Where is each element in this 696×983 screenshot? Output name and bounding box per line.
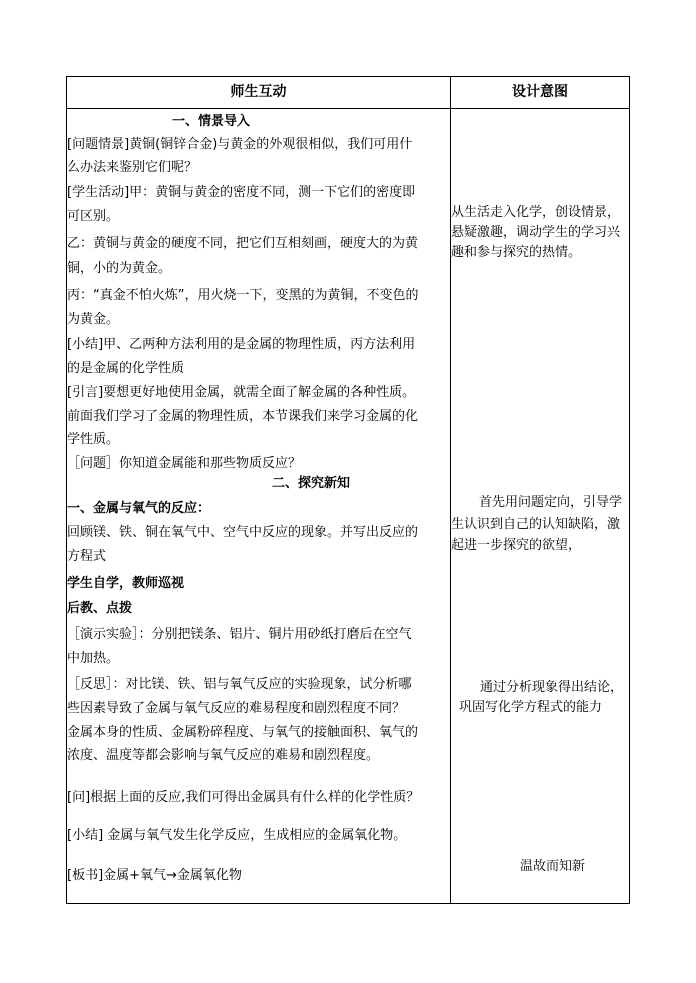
summary-line: [小结] 金属与氧气发生化学反应，生成相应的金属氧化物。 xyxy=(67,828,407,843)
text-line: 学性质。 xyxy=(67,432,120,447)
text-line: 前面我们学习了金属的物理性质，本节课我们来学习金属的化 xyxy=(67,409,419,424)
text-line: ［问题］你知道金属能和那些物质反应？ xyxy=(67,456,302,471)
text-line: [小结]甲、乙两种方法利用的是金属的物理性质，丙方法利用 xyxy=(67,337,416,352)
column-divider xyxy=(450,77,451,903)
intent-line: 首先用问题定向，引导学 xyxy=(479,495,623,510)
header-interaction: 师生互动 xyxy=(230,84,287,100)
text-line: 丙：“真金不怕火炼”，用火烧一下，变黑的为黄铜，不变色的 xyxy=(67,288,419,303)
bold-line: 学生自学，教师巡视 xyxy=(67,576,185,591)
intent-line: 从生活走入化学，创设情景， xyxy=(451,205,621,220)
intent-line: 悬疑激趣，调动学生的学习兴 xyxy=(451,225,621,240)
bold-line: 后教、点拨 xyxy=(67,601,133,616)
intent-line: 通过分析现象得出结论， xyxy=(480,680,624,695)
text-line: ［反思］：对比镁、铁、铝与氧气反应的实验现象，试分析哪 xyxy=(67,677,412,692)
intent-line: 起进一步探究的欲望， xyxy=(451,538,582,553)
text-line: 为黄金。 xyxy=(67,312,120,327)
text-line: [问]根据上面的反应,我们可得出金属具有什么样的化学性质？ xyxy=(67,790,420,805)
text-line: 铜，小的为黄金。 xyxy=(67,261,172,276)
intent-line: 生认识到自己的认知缺陷，激 xyxy=(451,517,621,532)
text-line: 方程式 xyxy=(67,549,107,564)
intent-line: 趣和参与探究的热情。 xyxy=(451,245,582,260)
text-line: ［演示实验］：分别把镁条、铝片、铜片用砂纸打磨后在空气 xyxy=(67,627,412,642)
intent-line: 巩固写化学方程式的能力 xyxy=(459,700,603,715)
text-line: 中加热。 xyxy=(67,651,120,666)
text-line: [问题情景]黄铜(铜锌合金)与黄金的外观很相似，我们可用什 xyxy=(67,137,413,152)
text-line: [引言]要想更好地使用金属，就需全面了解金属的各种性质。 xyxy=(67,385,416,400)
text-line: 回顾镁、铁、铜在氧气中、空气中反应的现象。并写出反应的 xyxy=(67,525,419,540)
section-title-explore: 二、探究新知 xyxy=(272,476,351,491)
intent-line: 温故而知新 xyxy=(520,859,586,874)
text-line: 金属本身的性质、金属粉碎程度、与氧气的接触面积、氧气的 xyxy=(67,725,419,740)
text-line: 么办法来鉴别它们呢？ xyxy=(67,160,198,175)
header-design-intent: 设计意图 xyxy=(512,84,568,100)
text-line: 浓度、温度等都会影响与氧气反应的难易和剧烈程度。 xyxy=(67,748,380,763)
lesson-table xyxy=(66,76,630,904)
header-divider xyxy=(67,108,629,109)
text-line: 可区别。 xyxy=(67,209,120,224)
text-line: 乙：黄铜与黄金的硬度不同，把它们互相刻画，硬度大的为黄 xyxy=(67,236,419,251)
text-line: 的是金属的化学性质 xyxy=(67,361,185,376)
text-line: [学生活动]甲：黄铜与黄金的密度不同，测一下它们的密度即 xyxy=(67,185,416,200)
subsection-title: 一、金属与氧气的反应： xyxy=(67,501,211,516)
text-line: 些因素导致了金属与氧气反应的难易程度和剧烈程度不同？ xyxy=(67,701,406,716)
section-title-situation: 一、情景导入 xyxy=(172,114,251,129)
board-line: [板书]金属+氧气→金属氧化物 xyxy=(67,868,242,883)
